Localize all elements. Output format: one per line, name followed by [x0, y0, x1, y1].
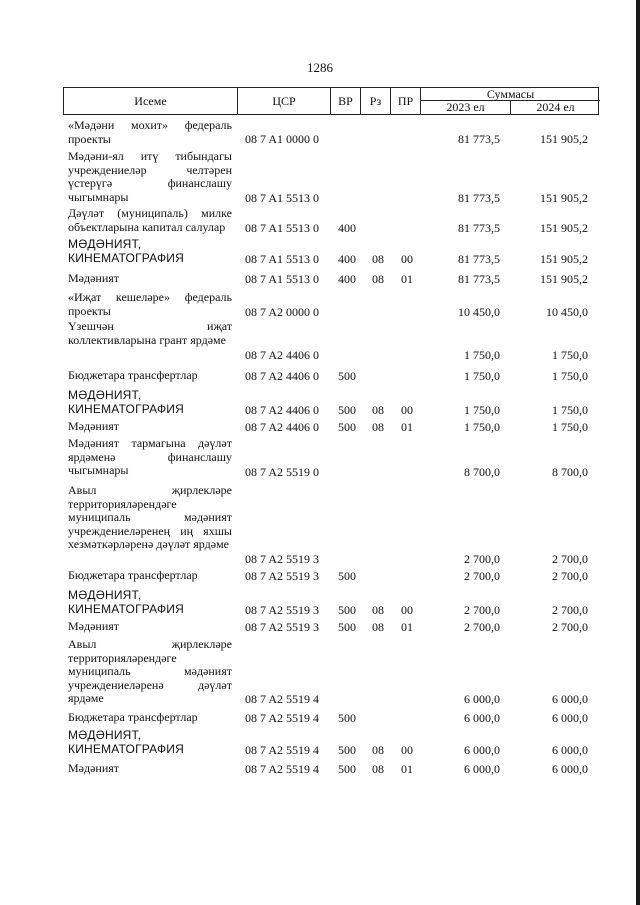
row-sum-2024: 1 750,0 — [552, 402, 588, 417]
row-name: МӘДӘНИЯТ, КИНЕМАТОГРАФИЯ — [68, 588, 184, 616]
row-name: Мәдәният — [68, 761, 120, 775]
row-csr: 08 7 A2 4406 0 — [245, 402, 320, 417]
row-sum-2024: 1 750,0 — [552, 419, 588, 434]
col-header-name: Исеме — [64, 88, 238, 114]
row-sum-2024: 2 700,0 — [552, 551, 588, 566]
table-row — [68, 484, 588, 566]
row-csr: 08 7 A2 5519 0 — [245, 464, 320, 479]
page-number: 1286 — [307, 60, 333, 75]
table-row — [68, 320, 588, 362]
row-rz: 08 — [372, 761, 384, 776]
row-sum-2024: 1 750,0 — [552, 368, 588, 383]
row-pr: 01 — [401, 419, 413, 434]
row-csr: 08 7 A1 0000 0 — [245, 131, 320, 146]
row-sum-2024: 151 905,2 — [540, 220, 588, 235]
row-sum-2024: 2 700,0 — [552, 602, 588, 617]
row-sum-2023: 81 773,5 — [458, 131, 500, 146]
row-name: Мәдәният — [68, 271, 120, 285]
row-name: Бюджетара трансфертлар — [68, 368, 198, 382]
row-sum-2023: 2 700,0 — [464, 568, 500, 583]
row-csr: 08 7 A1 5513 0 — [245, 271, 320, 286]
table-row — [68, 711, 588, 725]
table-row — [68, 150, 588, 205]
row-csr: 08 7 A2 5519 4 — [245, 710, 320, 725]
row-vr: 500 — [338, 419, 356, 434]
table-row — [68, 729, 588, 757]
row-sum-2024: 151 905,2 — [540, 131, 588, 146]
table-row — [68, 119, 588, 146]
row-csr: 08 7 A2 0000 0 — [245, 304, 320, 319]
row-csr: 08 7 A2 4406 0 — [245, 419, 320, 434]
table-row — [68, 589, 588, 617]
row-csr: 08 7 A2 4406 0 — [245, 368, 320, 383]
table-row — [68, 238, 588, 266]
row-sum-2023: 1 750,0 — [464, 419, 500, 434]
row-rz: 08 — [372, 402, 384, 417]
row-name: Дәүләт (муниципаль) милке объектларына капитал салулар — [68, 206, 232, 234]
row-vr: 400 — [338, 271, 356, 286]
row-pr: 01 — [401, 619, 413, 634]
row-sum-2024: 6 000,0 — [552, 691, 588, 706]
col-header-pr: ПР — [391, 88, 421, 114]
row-sum-2024: 1 750,0 — [552, 347, 588, 362]
row-name: Мәдәният тармагына дәүләт ярдәменә финанслашу чыгымнары — [68, 436, 232, 477]
table-row — [68, 420, 588, 434]
row-csr: 08 7 A1 5513 0 — [245, 220, 320, 235]
table-row — [68, 389, 588, 417]
row-sum-2023: 81 773,5 — [458, 251, 500, 266]
row-name: Мәдәният — [68, 419, 120, 433]
row-csr: 08 7 A2 5519 3 — [245, 619, 320, 634]
row-sum-2023: 2 700,0 — [464, 619, 500, 634]
row-pr: 00 — [401, 402, 413, 417]
row-rz: 08 — [372, 619, 384, 634]
row-sum-2023: 81 773,5 — [458, 220, 500, 235]
row-sum-2024: 8 700,0 — [552, 464, 588, 479]
row-sum-2023: 6 000,0 — [464, 742, 500, 757]
scan-edge — [636, 0, 640, 905]
row-pr: 00 — [401, 602, 413, 617]
row-vr: 400 — [338, 251, 356, 266]
row-sum-2024: 151 905,2 — [540, 271, 588, 286]
table-row — [68, 291, 588, 319]
row-pr: 00 — [401, 251, 413, 266]
row-csr: 08 7 A2 5519 4 — [245, 761, 320, 776]
row-name: «Мәдәни мохит» федераль проекты — [68, 118, 232, 146]
row-rz: 08 — [372, 602, 384, 617]
row-pr: 00 — [401, 742, 413, 757]
row-pr: 01 — [401, 271, 413, 286]
table-row — [68, 569, 588, 583]
row-sum-2023: 1 750,0 — [464, 402, 500, 417]
row-sum-2023: 6 000,0 — [464, 710, 500, 725]
row-name: МӘДӘНИЯТ, КИНЕМАТОГРАФИЯ — [68, 237, 184, 265]
row-rz: 08 — [372, 271, 384, 286]
row-csr: 08 7 A1 5513 0 — [245, 190, 320, 205]
row-csr: 08 7 A2 5519 3 — [245, 602, 320, 617]
row-sum-2023: 81 773,5 — [458, 190, 500, 205]
row-vr: 500 — [338, 742, 356, 757]
table-row — [68, 437, 588, 479]
row-vr: 500 — [338, 602, 356, 617]
row-name: Бюджетара трансфертлар — [68, 568, 198, 582]
row-sum-2024: 6 000,0 — [552, 710, 588, 725]
col-header-vr: ВР — [331, 88, 361, 114]
row-sum-2024: 151 905,2 — [540, 190, 588, 205]
row-name: МӘДӘНИЯТ, КИНЕМАТОГРАФИЯ — [68, 388, 184, 416]
row-csr: 08 7 A2 5519 3 — [245, 568, 320, 583]
row-csr: 08 7 A1 5513 0 — [245, 251, 320, 266]
row-sum-2024: 2 700,0 — [552, 619, 588, 634]
row-sum-2023: 6 000,0 — [464, 761, 500, 776]
row-name: Мәдәният — [68, 619, 120, 633]
row-sum-2024: 151 905,2 — [540, 251, 588, 266]
col-header-sums: Суммасы — [421, 88, 600, 101]
col-header-rz: Рз — [361, 88, 391, 114]
table-row — [68, 762, 588, 776]
table-header — [63, 87, 599, 115]
row-sum-2023: 6 000,0 — [464, 691, 500, 706]
row-sum-2023: 1 750,0 — [464, 347, 500, 362]
row-name: МӘДӘНИЯТ, КИНЕМАТОГРАФИЯ — [68, 728, 184, 756]
row-rz: 08 — [372, 742, 384, 757]
row-sum-2023: 1 750,0 — [464, 368, 500, 383]
table-row — [68, 638, 588, 706]
row-name: Авыл җирлекләре территорияләрендәге муниципаль мәдәният учреждениеләренең иң яхшы хезмәткәрләренә дәүләт ярдәме — [68, 483, 232, 551]
table-row — [68, 272, 588, 286]
row-csr: 08 7 A2 5519 4 — [245, 742, 320, 757]
row-name: Үзешчән иҗат коллективларына грант ярдәме — [68, 319, 232, 347]
row-sum-2023: 81 773,5 — [458, 271, 500, 286]
row-sum-2024: 10 450,0 — [546, 304, 588, 319]
row-name: Мәдәни-ял итү тибындагы учреждениеләр челтәрен үстерүгә финанслашу чыгымнары — [68, 149, 232, 204]
row-name: «Иҗат кешеләре» федераль проекты — [68, 290, 232, 318]
row-sum-2023: 2 700,0 — [464, 602, 500, 617]
table-row — [68, 369, 588, 383]
col-header-csr: ЦСР — [238, 88, 331, 114]
row-sum-2023: 2 700,0 — [464, 551, 500, 566]
table-row — [68, 207, 588, 235]
table-row — [68, 620, 588, 634]
row-name: Бюджетара трансфертлар — [68, 710, 198, 724]
row-csr: 08 7 A2 5519 3 — [245, 551, 320, 566]
row-vr: 400 — [338, 220, 356, 235]
row-vr: 500 — [338, 619, 356, 634]
row-sum-2024: 2 700,0 — [552, 568, 588, 583]
row-pr: 01 — [401, 761, 413, 776]
row-sum-2023: 8 700,0 — [464, 464, 500, 479]
row-vr: 500 — [338, 710, 356, 725]
row-vr: 500 — [338, 568, 356, 583]
row-vr: 500 — [338, 368, 356, 383]
row-name: Авыл җирлекләре территорияләрендәге муниципаль мәдәният учреждениеләренә дәүләт ярдәме — [68, 637, 232, 705]
row-rz: 08 — [372, 419, 384, 434]
row-csr: 08 7 A2 5519 4 — [245, 691, 320, 706]
row-sum-2023: 10 450,0 — [458, 304, 500, 319]
row-sum-2024: 6 000,0 — [552, 742, 588, 757]
row-rz: 08 — [372, 251, 384, 266]
col-header-year-2024: 2024 ел — [536, 100, 575, 114]
col-header-year-2023: 2023 ел — [421, 101, 511, 114]
row-vr: 500 — [338, 402, 356, 417]
row-csr: 08 7 A2 4406 0 — [245, 347, 320, 362]
row-vr: 500 — [338, 761, 356, 776]
row-sum-2024: 6 000,0 — [552, 761, 588, 776]
